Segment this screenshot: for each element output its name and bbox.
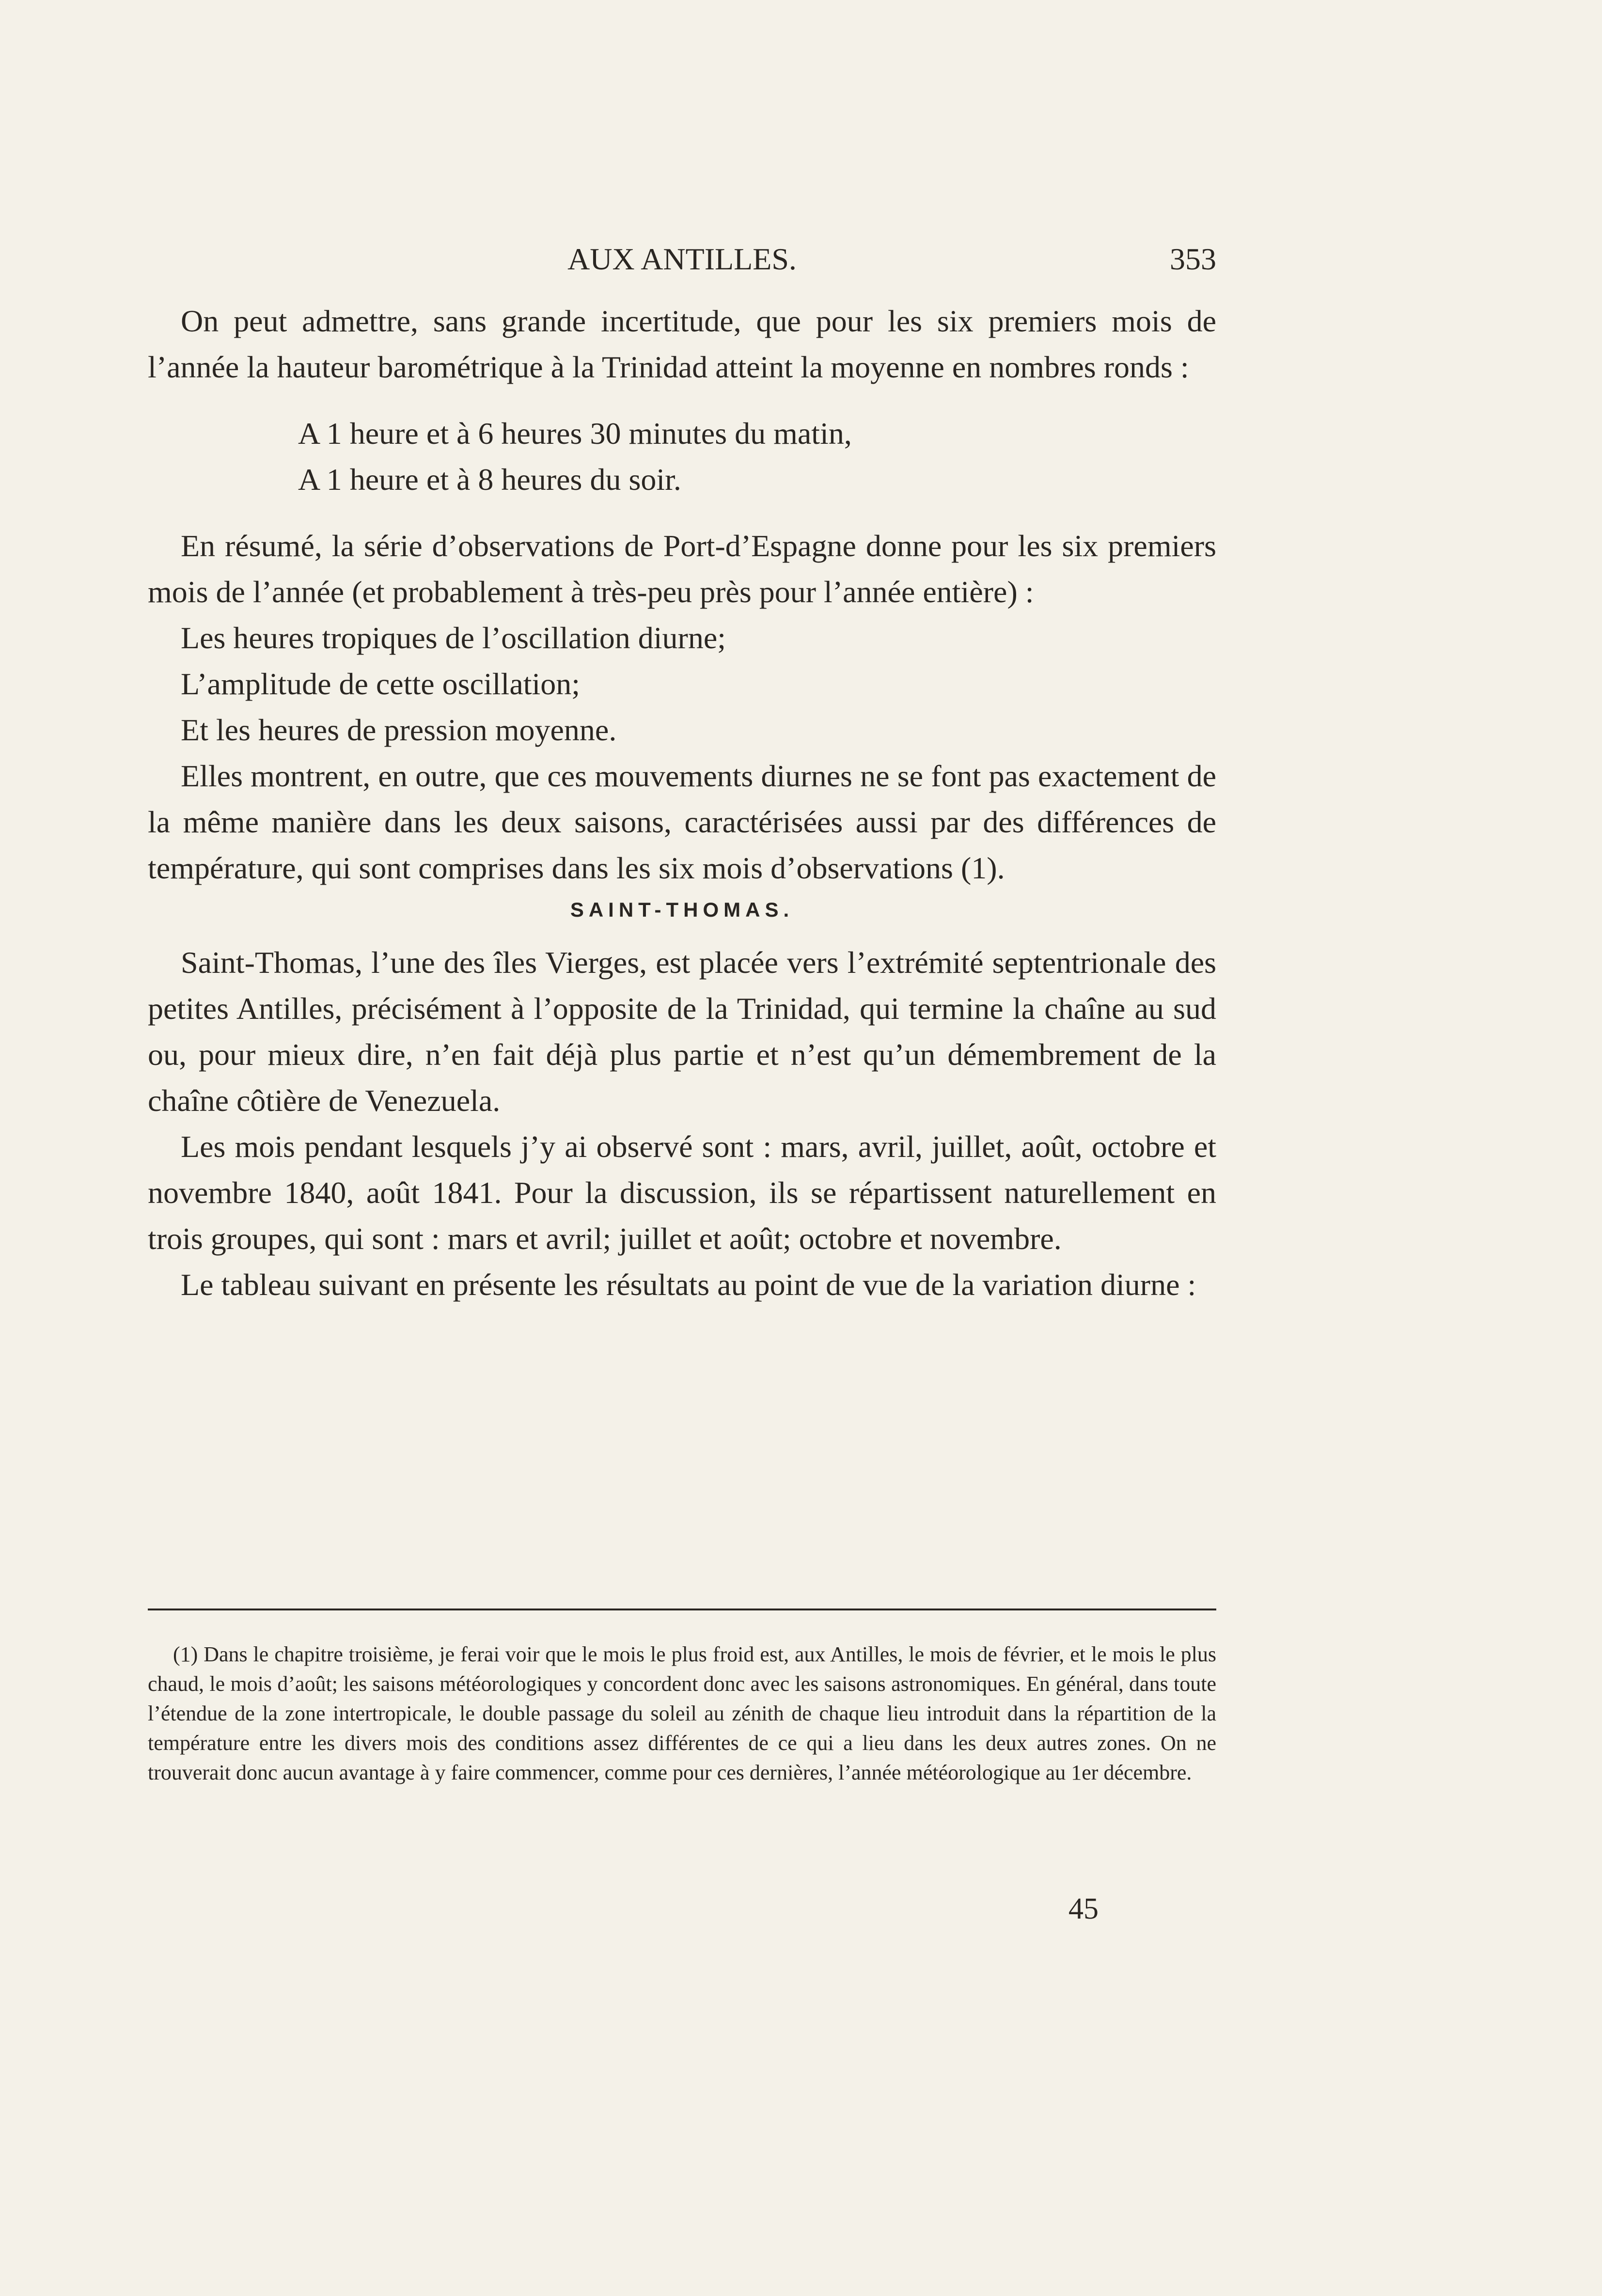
summary-item: Et les heures de pression moyenne. bbox=[181, 713, 617, 747]
page-header bbox=[148, 241, 1216, 285]
summary-item: L’amplitude de cette oscillation; bbox=[181, 667, 581, 701]
summary-item: Les heures tropiques de l’oscillation diurne; bbox=[181, 621, 726, 655]
footnote-rule bbox=[148, 1609, 1216, 1610]
body-text bbox=[148, 298, 1216, 1308]
footnotes bbox=[148, 1640, 1216, 1787]
footnote: (1) Dans le chapitre troisième, je ferai voir que le mois le plus froid est, aux Antilles, le mois de février, et le mois le plus chaud, le mois d’août; les saisons météorologiques y concordent donc avec les saisons astronomiques. En général, dans toute l’étendue de la zone intertropicale, le double passage du soleil au zénith de chaque lieu introduit dans la répartition de la température entre les divers mois des conditions assez différentes de ce qui a lieu dans les deux autres zones. On ne trouverait donc aucun avantage à y faire commencer, comme pour ces dernières, l’année météorologique au 1er décembre. bbox=[148, 1642, 1216, 1784]
signature-mark: 45 bbox=[1068, 1892, 1099, 1925]
section-title: SAINT-THOMAS. bbox=[570, 898, 794, 921]
paragraph: On peut admettre, sans grande incertitude, que pour les six premiers mois de l’année la hauteur barométrique à la Trinidad atteint la moyenne en nombres ronds : bbox=[148, 304, 1216, 384]
paragraph: Elles montrent, en outre, que ces mouvements diurnes ne se font pas exactement de la même manière dans les deux saisons, caractérisées aussi par des différences de température, qui sont comprises dans les six mois d’observations (1). bbox=[148, 759, 1216, 885]
time-line: A 1 heure et à 8 heures du soir. bbox=[298, 462, 681, 497]
paragraph: En résumé, la série d’observations de Port-d’Espagne donne pour les six premiers mois de l’année (et probablement à très-peu près pour l’année entière) : bbox=[148, 529, 1216, 609]
paragraph: Les mois pendant lesquels j’y ai observé sont : mars, avril, juillet, août, octobre et novembre 1840, août 1841. Pour la discussion, ils se répartissent naturellement en trois groupes, qui sont : mars et avril; juillet et août; octobre et novembre. bbox=[148, 1129, 1216, 1256]
paragraph: Le tableau suivant en présente les résultats au point de vue de la variation diurne : bbox=[181, 1267, 1196, 1302]
running-title: AUX ANTILLES. bbox=[567, 242, 797, 276]
time-line: A 1 heure et à 6 heures 30 minutes du matin, bbox=[298, 416, 852, 451]
paragraph: Saint-Thomas, l’une des îles Vierges, est placée vers l’extrémité septentrionale des petites Antilles, précisément à l’opposite de la Trinidad, qui termine la chaîne au sud ou, pour mieux dire, n’en fait déjà plus partie et n’est qu’un démembrement de la chaîne côtière de Venezuela. bbox=[148, 945, 1216, 1118]
page-number: 353 bbox=[1170, 242, 1216, 276]
